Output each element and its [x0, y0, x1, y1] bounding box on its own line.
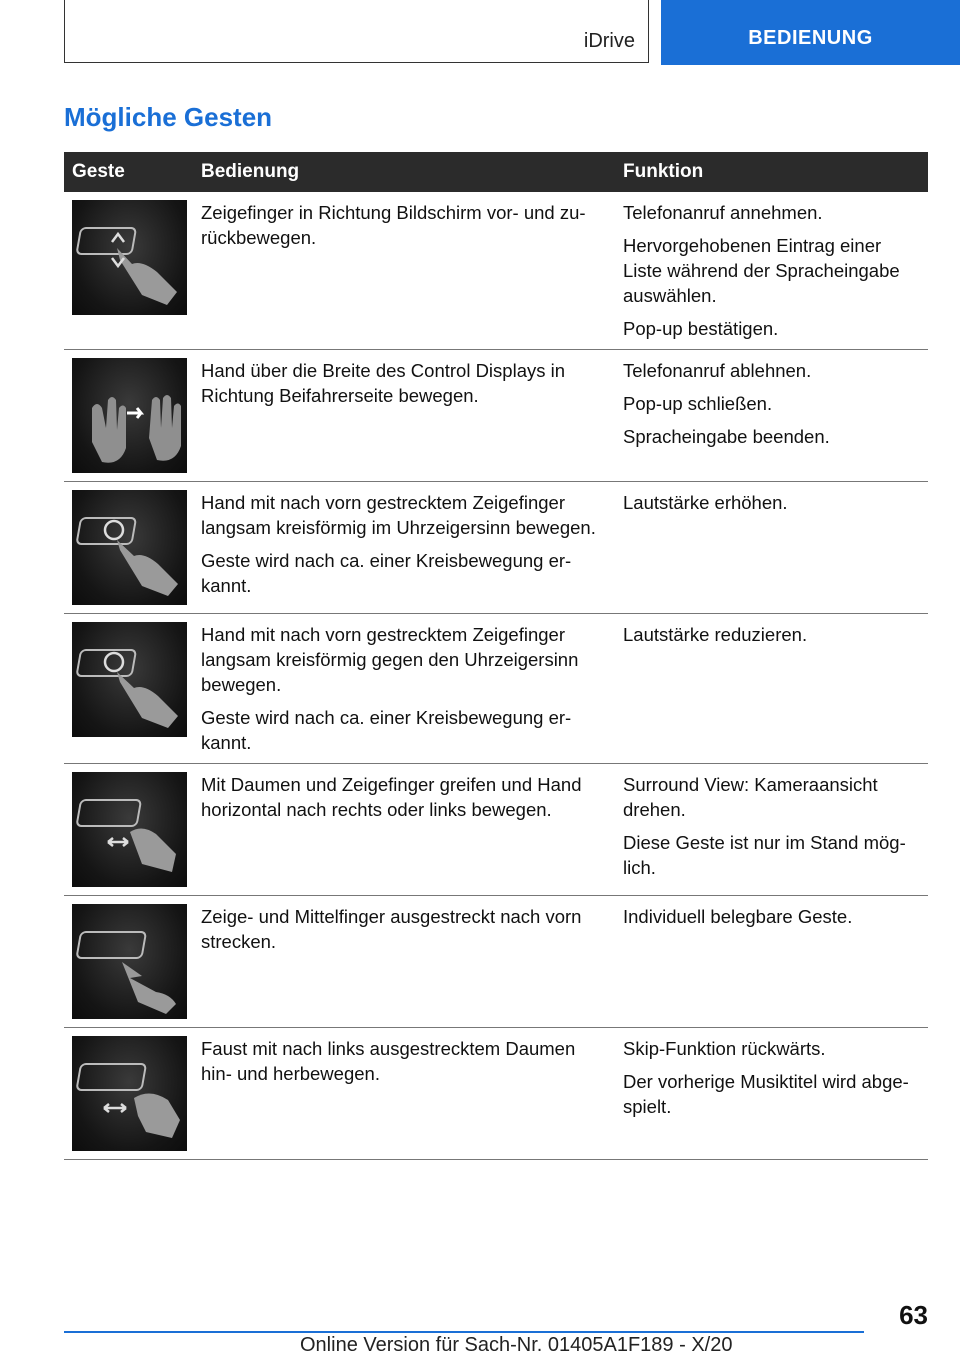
funktion-cell: [617, 192, 928, 350]
column-header-geste: Geste: [64, 152, 195, 192]
table-row: [64, 482, 928, 614]
bedienung-text: Zeige- und Mittelfinger ausgestreckt nach vorn strecken.: [201, 906, 582, 952]
table-row: [64, 1028, 928, 1160]
header-section-label: iDrive: [583, 30, 635, 52]
bedienung-text: Hand mit nach vorn gestrecktem Zeigefinger langsam kreisförmig gegen den Uhrzeigersinn bewegen.: [201, 624, 579, 695]
footer-text: Online Version für Sach-Nr. 01405A1F189 - X/20: [300, 1334, 733, 1356]
bedienung-text: Geste wird nach ca. einer Kreisbewegung er-kannt.: [201, 550, 572, 596]
funktion-text: Diese Geste ist nur im Stand mög-lich.: [623, 832, 906, 878]
gesture-cell: [64, 764, 195, 896]
header-section-box: [64, 0, 649, 63]
hand-swipe-right-icon: [72, 358, 187, 473]
bedienung-cell: [195, 1028, 617, 1160]
bedienung-cell: [195, 350, 617, 482]
funktion-text: Pop-up bestätigen.: [623, 318, 779, 339]
funktion-text: Telefonanruf ablehnen.: [623, 360, 812, 381]
gestures-table: [64, 152, 928, 1160]
funktion-text: Der vorherige Musiktitel wird abge-spielt.: [623, 1071, 909, 1117]
table-row: [64, 614, 928, 764]
table-header-row: [64, 152, 928, 192]
two-fingers-extended-icon: [72, 904, 187, 1019]
bedienung-cell: [195, 482, 617, 614]
pointing-finger-forward-back-icon: [72, 200, 187, 315]
gesture-cell: [64, 614, 195, 764]
finger-circle-counterclockwise-icon: [72, 622, 187, 737]
gesture-cell: [64, 896, 195, 1028]
table-row: [64, 192, 928, 350]
gesture-cell: [64, 192, 195, 350]
funktion-text: Pop-up schließen.: [623, 393, 773, 414]
funktion-cell: [617, 764, 928, 896]
gesture-cell: [64, 482, 195, 614]
table-row: [64, 350, 928, 482]
funktion-text: Lautstärke reduzieren.: [623, 624, 808, 645]
bedienung-text: Faust mit nach links ausgestrecktem Daumen hin- und herbewegen.: [201, 1038, 576, 1084]
bedienung-cell: [195, 896, 617, 1028]
funktion-text: Spracheingabe beenden.: [623, 426, 830, 447]
table-row: [64, 896, 928, 1028]
pinch-move-horizontal-icon: [72, 772, 187, 887]
bedienung-text: Geste wird nach ca. einer Kreisbewegung er-kannt.: [201, 707, 572, 753]
bedienung-cell: [195, 764, 617, 896]
column-header-funktion: Funktion: [617, 152, 928, 192]
bedienung-cell: [195, 192, 617, 350]
page-number: 63: [899, 1300, 928, 1330]
funktion-cell: [617, 482, 928, 614]
bedienung-text: Hand über die Breite des Control Displays in Richtung Beifahrerseite bewegen.: [201, 360, 566, 406]
finger-circle-clockwise-icon: [72, 490, 187, 605]
funktion-text: Skip-Funktion rückwärts.: [623, 1038, 826, 1059]
gesture-cell: [64, 1028, 195, 1160]
funktion-cell: [617, 896, 928, 1028]
page-title: Mögliche Gesten: [64, 102, 273, 132]
funktion-text: Hervorgehobenen Eintrag einer Liste während der Spracheingabe auswählen.: [623, 235, 900, 306]
funktion-cell: [617, 350, 928, 482]
footer-divider: [64, 1331, 864, 1333]
bedienung-text: Zeigefinger in Richtung Bildschirm vor- und zu-rückbewegen.: [201, 202, 586, 248]
funktion-text: Surround View: Kameraansicht drehen.: [623, 774, 878, 820]
table-row: [64, 764, 928, 896]
funktion-text: Lautstärke erhöhen.: [623, 492, 788, 513]
funktion-cell: [617, 1028, 928, 1160]
column-header-bedienung: Bedienung: [195, 152, 617, 192]
bedienung-text: Mit Daumen und Zeigefinger greifen und Hand horizontal nach rechts oder links bewegen.: [201, 774, 582, 820]
fist-thumb-swipe-icon: [72, 1036, 187, 1151]
funktion-text: Individuell belegbare Geste.: [623, 906, 853, 927]
bedienung-text: Hand mit nach vorn gestrecktem Zeigefinger langsam kreisförmig im Uhrzeigersinn bewegen.: [201, 492, 596, 538]
header-chapter-tab[interactable]: BEDIENUNG: [661, 0, 960, 65]
bedienung-cell: [195, 614, 617, 764]
funktion-cell: [617, 614, 928, 764]
gesture-cell: [64, 350, 195, 482]
funktion-text: Telefonanruf annehmen.: [623, 202, 823, 223]
